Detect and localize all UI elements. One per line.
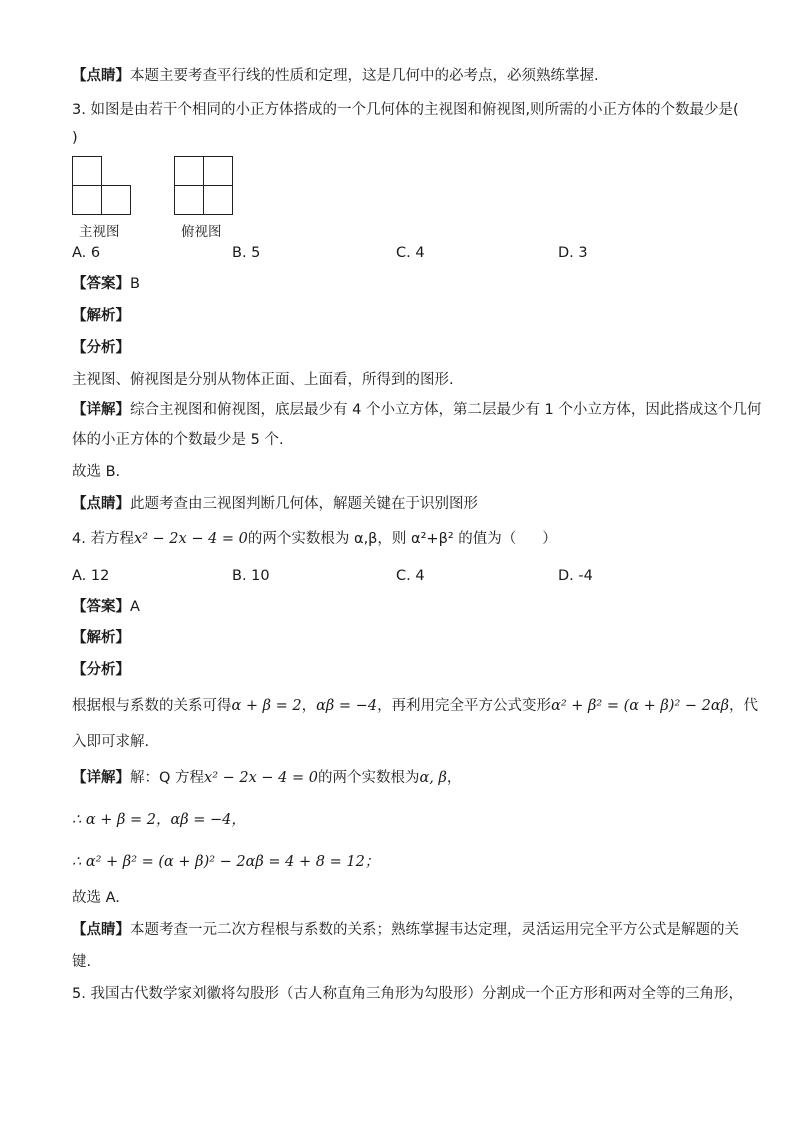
top-view-cell	[203, 185, 233, 215]
front-view-cell	[72, 185, 102, 215]
q3-stem-end: )	[72, 130, 78, 146]
q3-option-c: C. 4	[396, 245, 425, 261]
top-view-cell	[174, 156, 204, 186]
q3-analysis-tag: 【解析】	[72, 308, 130, 324]
q3-option-b: B. 5	[232, 245, 261, 261]
q4-answer: 【答案】A	[72, 599, 140, 615]
q4-detail: 【详解】解：Q 方程x² − 2x − 4 = 0的两个实数根为α, β，	[72, 770, 462, 786]
front-view-label: 主视图	[79, 224, 120, 240]
q4-fenxi-tag: 【分析】	[72, 662, 130, 678]
q3-fenxi-text: 主视图、俯视图是分别从物体正面、上面看，所得到的图形.	[72, 372, 454, 388]
front-view-figure	[72, 156, 132, 216]
q4-option-a: A. 12	[72, 568, 110, 584]
q3-answer: 【答案】B	[72, 276, 140, 292]
q4-fenxi-line1: 根据根与系数的关系可得α + β = 2，αβ = −4，再利用完全平方公式变形α² + β² = (α + β)² − 2αβ，代	[72, 698, 759, 714]
front-view-cell	[72, 156, 102, 186]
q3-fenxi-tag: 【分析】	[72, 340, 130, 356]
top-view-cell	[174, 185, 204, 215]
q4-analysis-tag: 【解析】	[72, 630, 130, 646]
q3-option-d: D. 3	[558, 245, 588, 261]
q3-comment: 【点睛】此题考查由三视图判断几何体，解题关键在于识别图形	[72, 496, 478, 512]
front-view-cell	[101, 185, 131, 215]
q4-equation: x² − 2x − 4 = 0	[133, 531, 248, 547]
q3-stem: 3. 如图是由若干个相同的小正方体搭成的一个几何体的主视图和俯视图,则所需的小正方体的个数最少是(	[72, 102, 739, 118]
q4-stem: 4. 若方程x² − 2x − 4 = 0的两个实数根为 α,β，则 α²+β² 的值为（ ）	[72, 531, 557, 547]
q3-option-a: A. 6	[72, 245, 101, 261]
q4-step2: ∴ α² + β² = (α + β)² − 2αβ = 4 + 8 = 12；	[72, 854, 380, 870]
q4-choose: 故选 A.	[72, 890, 120, 906]
q4-option-d: D. -4	[558, 568, 593, 584]
q4-option-b: B. 10	[232, 568, 270, 584]
q3-detail-line1: 【详解】综合主视图和俯视图，底层最少有 4 个小立方体，第二层最少有 1 个小立方体，因此搭成这个几何	[72, 402, 762, 418]
q4-option-c: C. 4	[396, 568, 425, 584]
q4-step1: ∴ α + β = 2，αβ = −4，	[72, 812, 246, 828]
q4-comment-line2: 键.	[72, 954, 92, 970]
top-view-label: 俯视图	[181, 224, 222, 240]
q3-detail-line2: 体的小正方体的个数最少是 5 个.	[72, 432, 284, 448]
q5-stem: 5. 我国古代数学家刘徽将勾股形（古人称直角三角形为勾股形）分割成一个正方形和两对全等的三角形，	[72, 986, 743, 1002]
top-view-figure	[174, 156, 234, 216]
top-comment: 【点睛】本题主要考查平行线的性质和定理，这是几何中的必考点，必须熟练掌握.	[72, 68, 599, 84]
top-view-cell	[203, 156, 233, 186]
q4-comment-line1: 【点睛】本题考查一元二次方程根与系数的关系；熟练掌握韦达定理，灵活运用完全平方公式是解题的关	[72, 922, 739, 938]
q3-choose: 故选 B.	[72, 464, 121, 480]
q4-fenxi-line2: 入即可求解.	[72, 734, 150, 750]
